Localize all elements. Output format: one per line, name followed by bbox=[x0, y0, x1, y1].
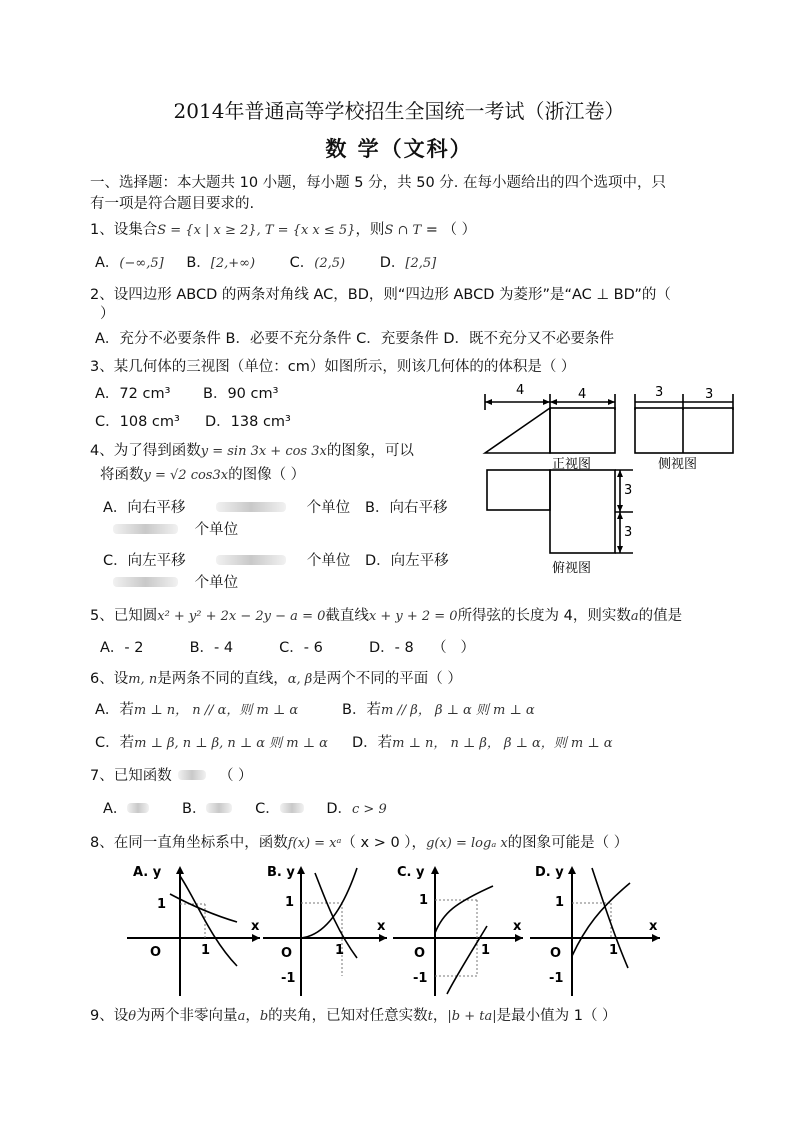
q8-math-f: f(x) = xᵃ bbox=[287, 836, 342, 851]
q6-opt-d-math: m ⊥ n， n ⊥ β， β ⊥ α，则 m ⊥ α bbox=[392, 736, 613, 751]
graph-a-x: x bbox=[251, 919, 260, 934]
q1-opt-b: B． bbox=[186, 255, 211, 271]
q4-math-source: y = √2 cos3x bbox=[143, 468, 229, 483]
q6-opt-c-math: m ⊥ β, n ⊥ β, n ⊥ α 则 m ⊥ α bbox=[134, 736, 328, 751]
graph-b-neg: -1 bbox=[281, 971, 296, 986]
q4-math-target: y = sin 3x + cos 3x bbox=[200, 444, 327, 459]
q4-opt-a-text: A．向右平移 bbox=[103, 500, 186, 516]
q6-math-ab: α, β bbox=[287, 672, 313, 687]
dim-front-left: 4 bbox=[516, 383, 525, 398]
q3-opt-d: D．138 cm³ bbox=[205, 414, 291, 430]
graph-a bbox=[127, 865, 260, 996]
q1-math-intersection: S ∩ T bbox=[384, 223, 422, 238]
question-7-options bbox=[103, 797, 387, 818]
q7-opt-d: D． bbox=[326, 801, 352, 817]
q1-opt-d-math: [2,5] bbox=[405, 256, 437, 271]
question-7-stem bbox=[90, 764, 253, 785]
question-8-stem bbox=[90, 831, 628, 852]
q4-opt-c-unit: 个单位 bbox=[306, 553, 351, 569]
q5-text-a: 5、已知圆 bbox=[90, 608, 158, 624]
q1-opt-d: D． bbox=[379, 255, 406, 271]
side-view-label: 侧视图 bbox=[658, 457, 698, 472]
q7-opt-a: A． bbox=[103, 801, 128, 817]
q7-text-b: （ ） bbox=[218, 768, 253, 784]
q8-text-b: （ x > 0 ）， bbox=[341, 835, 427, 851]
q6-text-c: 是两个不同的平面（ ） bbox=[312, 671, 462, 687]
question-9-stem bbox=[90, 1004, 617, 1025]
q3-opt-a: A．72 cm³ bbox=[95, 386, 171, 402]
question-2-line2: ） bbox=[100, 306, 115, 322]
question-5-stem bbox=[90, 604, 682, 625]
question-2-line1: 2、设四边形 ABCD 的两条对角线 AC，BD，则“四边形 ABCD 为菱形”是“AC ⊥ BD”的（ bbox=[90, 287, 671, 303]
graph-d bbox=[530, 865, 660, 996]
q4-text-b: 的图象，可以 bbox=[326, 443, 414, 459]
graph-b bbox=[263, 865, 387, 996]
q9-math-a: a bbox=[237, 1009, 246, 1024]
q1-opt-c-math: (2,5) bbox=[314, 256, 346, 271]
question-5-options: A．- 2 B．- 4 C．- 6 D．- 8 （ ） bbox=[100, 640, 475, 656]
q6-opt-d bbox=[352, 731, 613, 752]
q6-text-b: 是两条不同的直线， bbox=[157, 671, 288, 687]
q7-text: 7、已知函数 bbox=[90, 768, 172, 784]
q5-text-b: 截直线 bbox=[325, 608, 369, 624]
graph-b-origin: O bbox=[281, 946, 293, 961]
q1-stem-end: = （ ） bbox=[421, 222, 477, 238]
q4-opt-b-blurred-math bbox=[113, 524, 178, 534]
graph-c-xone: 1 bbox=[481, 943, 491, 958]
q4-opt-b-unit: 个单位 bbox=[194, 522, 239, 538]
graph-c-one: 1 bbox=[419, 893, 429, 908]
graph-b-xone: 1 bbox=[335, 943, 345, 958]
graph-c bbox=[393, 865, 523, 996]
q6-opt-a-text: A．若 bbox=[95, 702, 134, 718]
q3-opt-b: B．90 cm³ bbox=[203, 386, 279, 402]
q4-opt-a-unit: 个单位 bbox=[306, 500, 351, 516]
q6-opt-a-math: m ⊥ n， n // α，则 m ⊥ α bbox=[133, 703, 299, 718]
dim-front-right: 4 bbox=[578, 387, 587, 402]
q8-text-a: 8、在同一直角坐标系中，函数 bbox=[90, 835, 288, 851]
question-3-stem: 3、某几何体的三视图（单位：cm）如图所示，则该几何体的的体积是（ ） bbox=[90, 359, 576, 375]
q9-math-b: b bbox=[259, 1009, 269, 1024]
q7-opt-b-blurred bbox=[206, 803, 232, 813]
q7-opt-b: B． bbox=[182, 801, 207, 817]
q6-opt-b-text: B．若 bbox=[342, 702, 381, 718]
section-instruction-line1: 一、选择题：本大题共 10 小题，每小题 5 分，共 50 分. 在每小题给出的四个选项中，只 bbox=[90, 175, 666, 191]
q4-text-a: 4、为了得到函数 bbox=[90, 443, 201, 459]
graph-d-label: D. y bbox=[535, 865, 564, 880]
q3-opt-c: C．108 cm³ bbox=[95, 414, 180, 430]
q4-opt-d-cont bbox=[113, 571, 238, 592]
q5-math-a: a bbox=[630, 609, 639, 624]
q5-text-d: 的值是 bbox=[638, 608, 683, 624]
q1-opt-b-math: [2,+∞) bbox=[210, 256, 256, 271]
dim-top-lower: 3 bbox=[624, 525, 633, 540]
q7-opt-d-math: c > 9 bbox=[352, 802, 387, 817]
graph-a-label: A. y bbox=[133, 865, 162, 880]
q6-opt-c bbox=[95, 731, 328, 752]
q1-math-sets: S = {x | x ≥ 2}, T = {x x ≤ 5} bbox=[157, 223, 356, 238]
q4-opt-c-text: C．向左平移 bbox=[103, 553, 186, 569]
q7-blurred-math bbox=[178, 770, 206, 780]
q5-math-circle: x² + y² + 2x − 2y − a = 0 bbox=[157, 609, 326, 624]
q1-opt-a-math: (−∞,5] bbox=[119, 256, 164, 271]
question-2-options: A．充分不必要条件 B．必要不充分条件 C．充要条件 D．既不充分又不必要条件 bbox=[95, 331, 614, 347]
q9-text-f: 是最小值为 1（ ） bbox=[496, 1008, 617, 1024]
q4-opt-c bbox=[103, 549, 350, 570]
q1-opt-c: C． bbox=[289, 255, 315, 271]
graph-b-x: x bbox=[377, 919, 386, 934]
question-4-line2 bbox=[100, 463, 305, 484]
three-view-figure bbox=[480, 380, 740, 580]
q4-opt-d-blurred-math bbox=[113, 577, 178, 587]
q9-math-norm: |b + ta| bbox=[447, 1009, 497, 1024]
graph-b-label: B. y bbox=[267, 865, 295, 880]
q9-text-e: ， bbox=[432, 1008, 448, 1024]
graph-b-one: 1 bbox=[285, 895, 295, 910]
exam-subtitle: 数 学（文科） bbox=[325, 137, 473, 161]
question-1-stem bbox=[90, 218, 476, 239]
q1-stem-text: 1、设集合 bbox=[90, 222, 158, 238]
q7-opt-c: C． bbox=[255, 801, 280, 817]
q9-text-c: ， bbox=[245, 1008, 260, 1024]
q6-math-mn: m, n bbox=[128, 672, 158, 687]
q4-opt-b-cont bbox=[113, 518, 238, 539]
q9-math-theta: θ bbox=[128, 1009, 137, 1024]
q8-text-c: 的图象可能是（ ） bbox=[507, 835, 629, 851]
front-view-label: 正视图 bbox=[552, 457, 592, 472]
q8-math-g: g(x) = logₐ x bbox=[426, 836, 508, 851]
question-1-options bbox=[95, 251, 436, 272]
q7-opt-a-blurred bbox=[127, 803, 149, 813]
q6-opt-a bbox=[95, 698, 298, 719]
q7-opt-c-blurred bbox=[280, 803, 304, 813]
q4-opt-d-unit: 个单位 bbox=[194, 575, 239, 591]
q4-text-d: 的图像（ ） bbox=[228, 467, 306, 483]
q4-opt-b: B．向右平移 bbox=[365, 500, 448, 516]
q6-opt-d-text: D．若 bbox=[352, 735, 393, 751]
q9-text-a: 9、设 bbox=[90, 1008, 129, 1024]
q4-opt-c-blurred-math bbox=[216, 555, 286, 565]
question-4-line1 bbox=[90, 439, 414, 460]
dim-side-left: 3 bbox=[655, 385, 664, 400]
q1-stem-text2: ，则 bbox=[355, 222, 385, 238]
graph-c-x: x bbox=[513, 919, 522, 934]
question-6-stem bbox=[90, 667, 462, 688]
q5-text-c: 所得弦的长度为 4，则实数 bbox=[457, 608, 631, 624]
graph-c-label: C. y bbox=[397, 865, 425, 880]
graph-c-neg: -1 bbox=[413, 971, 428, 986]
q5-math-line: x + y + 2 = 0 bbox=[368, 609, 458, 624]
q4-opt-d: D．向左平移 bbox=[365, 553, 449, 569]
graph-d-origin: O bbox=[550, 946, 562, 961]
graph-d-one: 1 bbox=[555, 895, 565, 910]
top-view-label: 俯视图 bbox=[552, 561, 592, 576]
graph-a-one: 1 bbox=[157, 897, 167, 912]
q6-text-a: 6、设 bbox=[90, 671, 129, 687]
graph-d-x: x bbox=[649, 919, 658, 934]
graph-d-neg: -1 bbox=[549, 971, 564, 986]
q6-opt-c-text: C．若 bbox=[95, 735, 135, 751]
q6-opt-b-math: m // β， β ⊥ α 则 m ⊥ α bbox=[380, 703, 535, 718]
section-instruction-line2: 有一项是符合题目要求的. bbox=[90, 196, 255, 212]
graph-a-xone: 1 bbox=[201, 943, 211, 958]
q9-text-b: 为两个非零向量 bbox=[136, 1008, 238, 1024]
dim-top-upper: 3 bbox=[624, 483, 633, 498]
q9-text-d: 的夹角，已知对任意实数 bbox=[268, 1008, 428, 1024]
graph-a-origin: O bbox=[150, 945, 162, 960]
dim-side-right: 3 bbox=[705, 387, 714, 402]
q4-opt-a bbox=[103, 496, 350, 517]
q8-graphs bbox=[125, 858, 665, 1003]
q4-opt-a-blurred-math bbox=[216, 502, 286, 512]
graph-d-xone: 1 bbox=[609, 943, 619, 958]
graph-c-origin: O bbox=[414, 946, 426, 961]
q1-opt-a: A． bbox=[95, 255, 120, 271]
exam-title: 2014年普通高等学校招生全国统一考试（浙江卷） bbox=[173, 99, 625, 123]
q6-opt-b bbox=[342, 698, 535, 719]
q4-text-c: 将函数 bbox=[100, 467, 144, 483]
q9-math-t: t bbox=[427, 1009, 433, 1024]
